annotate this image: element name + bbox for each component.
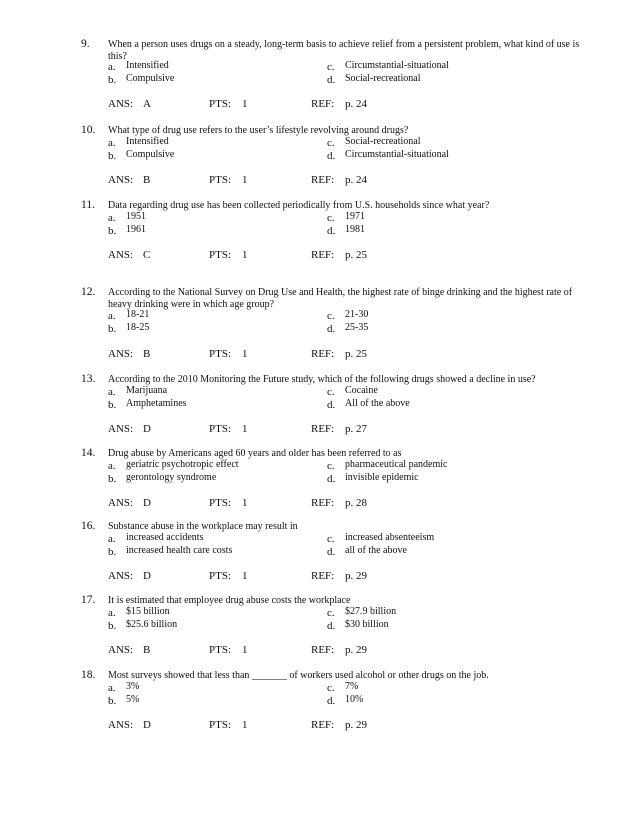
question-number: 12. [81,286,96,298]
question-text: Drug abuse by Americans aged 60 years and older has been referred to as [108,448,402,459]
option-c-label: c. [327,212,335,224]
ans-label: ANS: [108,98,134,110]
option-a-text: geriatric psychotropic effect [126,459,239,470]
question-text: According to the National Survey on Drug Use and Health, the highest rate of binge drinking and the highest rate of heavy drinking were in which age group? [108,287,573,310]
option-d-text: invisible epidemic [345,472,419,483]
option-b-text: Compulsive [126,73,175,84]
option-c-text: 7% [345,681,359,692]
ref-value: p. 29 [345,644,367,656]
option-d-label: d. [327,620,336,632]
option-d-text: 25-35 [345,322,369,333]
pts-value: 1 [242,497,248,509]
ref-label: REF: [311,497,335,509]
option-d-text: 1981 [345,224,365,235]
option-a-text: 3% [126,681,140,692]
option-c-text: Circumstantial-situational [345,60,449,71]
ref-label: REF: [311,719,335,731]
question-number: 10. [81,124,96,136]
question-block [0,286,638,364]
question-block [0,38,638,114]
question-block [0,199,638,265]
option-d-label: d. [327,399,336,411]
option-c-label: c. [327,137,335,149]
ans-label: ANS: [108,644,134,656]
ref-label: REF: [311,644,335,656]
ans-value: B [143,348,151,360]
option-d-text: All of the above [345,398,410,409]
option-c-label: c. [327,607,335,619]
ref-label: REF: [311,98,335,110]
option-b-text: increased health care costs [126,545,233,556]
option-d-label: d. [327,546,336,558]
option-d-text: $30 billion [345,619,389,630]
ref-label: REF: [311,174,335,186]
option-a-text: $15 billion [126,606,170,617]
ans-label: ANS: [108,249,134,261]
pts-value: 1 [242,174,248,186]
option-d-label: d. [327,473,336,485]
option-b-label: b. [108,225,117,237]
option-a-label: a. [108,137,116,149]
question-text: It is estimated that employee drug abuse costs the workplace [108,595,351,606]
question-block [0,669,638,735]
option-a-label: a. [108,460,116,472]
option-b-label: b. [108,546,117,558]
option-c-text: 1971 [345,211,365,222]
option-c-text: increased absenteeism [345,532,435,543]
ans-label: ANS: [108,423,134,435]
ref-label: REF: [311,348,335,360]
option-c-label: c. [327,386,335,398]
ref-value: p. 24 [345,98,367,110]
ans-value: D [143,719,151,731]
option-b-text: Compulsive [126,149,175,160]
option-d-label: d. [327,225,336,237]
option-a-text: 18-21 [126,309,150,320]
option-c-label: c. [327,460,335,472]
pts-label: PTS: [209,348,232,360]
option-c-text: Cocaine [345,385,378,396]
pts-value: 1 [242,249,248,261]
pts-label: PTS: [209,98,232,110]
option-a-label: a. [108,682,116,694]
ref-value: p. 28 [345,497,367,509]
question-block [0,594,638,660]
ref-value: p. 27 [345,423,367,435]
option-a-label: a. [108,607,116,619]
option-c-label: c. [327,533,335,545]
question-text: What type of drug use refers to the user’s lifestyle revolving around drugs? [108,125,409,136]
question-number: 17. [81,594,96,606]
ans-value: D [143,497,151,509]
option-d-text: all of the above [345,545,407,556]
option-a-label: a. [108,533,116,545]
option-c-text: 21-30 [345,309,369,320]
question-block [0,373,638,439]
option-d-label: d. [327,74,336,86]
question-number: 16. [81,520,96,532]
pts-value: 1 [242,423,248,435]
option-a-text: 1951 [126,211,146,222]
option-d-label: d. [327,323,336,335]
pts-label: PTS: [209,174,232,186]
question-text: When a person uses drugs on a steady, long-term basis to achieve relief from a persistent problem, what kind of use is this? [108,39,580,62]
pts-label: PTS: [209,719,232,731]
question-number: 14. [81,447,96,459]
question-block [0,124,638,190]
option-b-label: b. [108,473,117,485]
ref-value: p. 25 [345,249,367,261]
option-d-label: d. [327,695,336,707]
option-a-text: Intensified [126,136,169,147]
ans-value: B [143,644,151,656]
option-c-text: Social-recreational [345,136,421,147]
option-a-label: a. [108,61,116,73]
question-number: 13. [81,373,96,385]
ans-label: ANS: [108,719,134,731]
option-c-label: c. [327,61,335,73]
pts-value: 1 [242,719,248,731]
option-c-text: $27.9 billion [345,606,397,617]
option-d-text: Social-recreational [345,73,421,84]
ref-value: p. 29 [345,719,367,731]
option-b-label: b. [108,323,117,335]
option-b-text: 18-25 [126,322,150,333]
option-a-text: Intensified [126,60,169,71]
ans-label: ANS: [108,497,134,509]
pts-label: PTS: [209,249,232,261]
pts-label: PTS: [209,497,232,509]
option-b-label: b. [108,695,117,707]
ref-value: p. 25 [345,348,367,360]
option-b-text: gerontology syndrome [126,472,217,483]
option-c-label: c. [327,310,335,322]
question-block [0,447,638,513]
option-b-label: b. [108,150,117,162]
question-number: 11. [81,199,95,211]
ans-label: ANS: [108,348,134,360]
option-c-text: pharmaceutical pandemic [345,459,448,470]
ref-value: p. 24 [345,174,367,186]
ans-value: A [143,98,151,110]
pts-value: 1 [242,570,248,582]
pts-value: 1 [242,98,248,110]
question-text: According to the 2010 Monitoring the Future study, which of the following drugs showed a decline in use? [108,374,536,385]
option-b-text: Amphetamines [126,398,187,409]
question-text: Data regarding drug use has been collected periodically from U.S. households since what year? [108,200,490,211]
question-text: Most surveys showed that less than _______ of workers used alcohol or other drugs on the job. [108,670,489,681]
option-a-label: a. [108,310,116,322]
pts-label: PTS: [209,570,232,582]
option-b-label: b. [108,620,117,632]
ans-label: ANS: [108,570,134,582]
option-c-label: c. [327,682,335,694]
question-text: Substance abuse in the workplace may result in [108,521,298,532]
option-b-text: 5% [126,694,140,705]
option-a-label: a. [108,212,116,224]
option-a-text: Marijuana [126,385,168,396]
pts-label: PTS: [209,423,232,435]
ref-label: REF: [311,423,335,435]
option-a-text: increased accidents [126,532,204,543]
pts-label: PTS: [209,644,232,656]
option-a-label: a. [108,386,116,398]
option-d-text: 10% [345,694,364,705]
option-b-text: $25.6 billion [126,619,178,630]
question-block [0,520,638,586]
question-number: 18. [81,669,96,681]
ans-value: D [143,570,151,582]
option-d-label: d. [327,150,336,162]
option-b-text: 1961 [126,224,146,235]
ref-value: p. 29 [345,570,367,582]
pts-value: 1 [242,644,248,656]
option-d-text: Circumstantial-situational [345,149,449,160]
ans-value: C [143,249,151,261]
ans-value: B [143,174,151,186]
ref-label: REF: [311,570,335,582]
ans-value: D [143,423,151,435]
ref-label: REF: [311,249,335,261]
option-b-label: b. [108,74,117,86]
pts-value: 1 [242,348,248,360]
option-b-label: b. [108,399,117,411]
question-number: 9. [81,38,90,50]
ans-label: ANS: [108,174,134,186]
